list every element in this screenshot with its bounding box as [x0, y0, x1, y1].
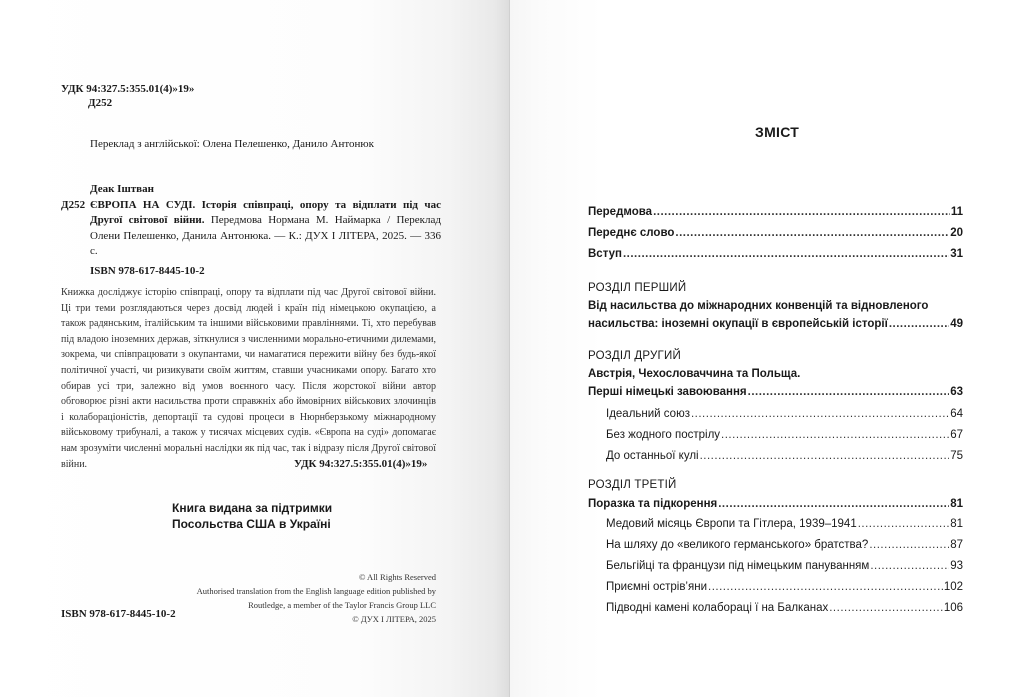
toc-entry-label: Ідеальний союз: [606, 408, 690, 420]
leader-dots: [829, 598, 943, 619]
toc-title: ЗМІСТ: [755, 124, 800, 140]
leader-dots: [653, 202, 950, 223]
chapter-title-line: Від насильства до міжнародних конвенцій та відновленого: [588, 300, 929, 312]
toc-entry[interactable]: [588, 223, 963, 244]
support-line-1: Книга видана за підтримки: [172, 501, 333, 515]
rights-line-2: Authorised translation from the English language edition published by: [196, 586, 436, 596]
toc-chapter-entry[interactable]: [588, 494, 963, 514]
leader-dots: [675, 223, 949, 244]
support-note: [172, 500, 332, 532]
toc-entry-label: Переднє слово: [588, 227, 675, 239]
toc-entry-page: 106: [943, 602, 963, 614]
toc-entry-label: Поразка та підкорення: [588, 498, 718, 510]
leader-dots: [889, 315, 949, 333]
leader-dots: [748, 383, 950, 401]
toc-entry-label: насильства: іноземні окупації в європейській історії: [588, 318, 888, 330]
udk-code-top: УДК 94:327.5:355.01(4)»19»: [61, 83, 195, 95]
book-annotation: Книжка досліджує історію співпраці, опору та відплати під час Другої світової війни. Ці три теми розглядаються через досвід людей і країн під німецькою окупацією, а також радянським, італійським та іншими військовими правліннями. Ті, хто перебував під владою іноземних держав, зіткнулися з численними морально-етичними дилемами, зокрема, чи співпрацювати з окупантами, чи намагатися пережити війну без будь-якої політичної участі, чи ризикувати своїм життям, ставши учасниками опору. Багато хто обирав усі три, залежно від умов воєнного часу. Після жорстокої війни автор обговорює різні акти насильства проти справжніх або ймовірних військових злочинців і колабораціоністів, депортації та судові процеси в Нюрнберзькому міжнародному військовому трибуналі, а також у тисячах місцевих судів. «Європа на суді» допомагає нам зрозуміти численні моральні наслідки як під час, так і відразу після Другої світової війни.: [61, 287, 436, 470]
toc-subentry[interactable]: [588, 514, 963, 535]
toc-entry-page: 81: [950, 518, 963, 530]
toc-entry-page: 67: [950, 429, 963, 441]
toc-entry-label: Бельгійці та французи під німецьким пануванням: [606, 560, 870, 572]
rights-line-4: © ДУХ І ЛІТЕРА, 2025: [352, 614, 436, 624]
leader-dots: [718, 494, 949, 514]
toc-entry-page: 102: [943, 581, 963, 593]
leader-dots: [700, 446, 950, 467]
toc-section-2: [588, 347, 963, 467]
toc-entry-label: До останньої кулі: [606, 450, 699, 462]
translators-credit: Переклад з англійської: Олена Пелешенко, Данило Антонюк: [90, 138, 374, 150]
toc-subentry[interactable]: [588, 446, 963, 467]
catalog-code: Д252: [61, 198, 86, 211]
toc-subentry[interactable]: [588, 556, 963, 577]
catalog-title: ЄВРОПА НА СУДІ. Історія співпраці, опору та відплати під час Другої світової війни.: [90, 198, 441, 226]
toc-entry-page: 81: [950, 498, 963, 510]
toc-entry-label: Підводні камені колабораці ї на Балканах: [606, 602, 829, 614]
leader-dots: [721, 425, 949, 446]
table-of-contents: [588, 202, 963, 619]
leader-dots: [870, 556, 949, 577]
catalog-details: Передмова Нормана М. Наймарка / Переклад Олени Пелешенко, Данила Антонюка. — К.: ДУХ І ЛІТЕРА, 2025. — 336 с.: [90, 214, 441, 257]
toc-section-3: [588, 476, 963, 619]
toc-section-1: [588, 279, 963, 333]
udk-code-bottom: УДК 94:327.5:355.01(4)»19»: [294, 458, 428, 470]
author-code-top: Д252: [88, 97, 113, 109]
toc-subentry[interactable]: [588, 535, 963, 556]
leader-dots: [708, 577, 943, 598]
catalog-author: Деак Іштван: [90, 183, 154, 195]
toc-entry-page: 31: [950, 248, 963, 260]
toc-chapter-entry[interactable]: [588, 383, 963, 401]
rights-line-1: © All Rights Reserved: [358, 572, 436, 582]
leader-dots: [869, 535, 949, 556]
toc-entry-page: 63: [950, 386, 963, 398]
toc-entry-label: Приємні острів’яни: [606, 581, 707, 593]
toc-entry-label: Вступ: [588, 248, 622, 260]
toc-subentry[interactable]: [588, 425, 963, 446]
toc-chapter-entry[interactable]: [588, 315, 963, 333]
leader-dots: [858, 514, 949, 535]
toc-entry-page: 75: [950, 450, 963, 462]
toc-subentry[interactable]: [588, 598, 963, 619]
section-heading: РОЗДІЛ ТРЕТІЙ: [588, 479, 677, 491]
chapter-title-line: Австрія, Чехословаччина та Польща.: [588, 368, 801, 380]
section-heading: РОЗДІЛ ДРУГИЙ: [588, 350, 681, 362]
support-line-2: Посольства США в Україні: [172, 517, 331, 531]
toc-entry-label: На шляху до «великого германського» братства?: [606, 539, 869, 551]
catalog-entry: [61, 198, 441, 260]
toc-entry-page: 11: [950, 206, 963, 218]
toc-subentry[interactable]: [588, 577, 963, 598]
leader-dots: [691, 404, 949, 425]
toc-entry-label: Передмова: [588, 206, 653, 218]
toc-entry-page: 20: [950, 227, 963, 239]
toc-subentry[interactable]: [588, 404, 963, 425]
toc-entry-page: 87: [950, 539, 963, 551]
toc-entry[interactable]: [588, 244, 963, 265]
isbn-bottom: ISBN 978-617-8445-10-2: [61, 608, 176, 620]
toc-entry-label: Медовий місяць Європи та Гітлера, 1939–1941: [606, 518, 857, 530]
toc-entry-page: 64: [950, 408, 963, 420]
section-heading: РОЗДІЛ ПЕРШИЙ: [588, 282, 687, 294]
rights-line-3: Routledge, a member of the Taylor Francis Group LLC: [248, 600, 436, 610]
toc-entry-page: 93: [950, 560, 963, 572]
toc-entry-page: 49: [950, 318, 963, 330]
catalog-record: [61, 182, 441, 279]
toc-entry[interactable]: [588, 202, 963, 223]
catalog-isbn: ISBN 978-617-8445-10-2: [90, 264, 205, 277]
toc-entry-label: Перші німецькі завоювання: [588, 386, 747, 398]
left-page-copyright: [0, 0, 510, 697]
toc-entry-label: Без жодного пострілу: [606, 429, 721, 441]
leader-dots: [623, 244, 949, 265]
